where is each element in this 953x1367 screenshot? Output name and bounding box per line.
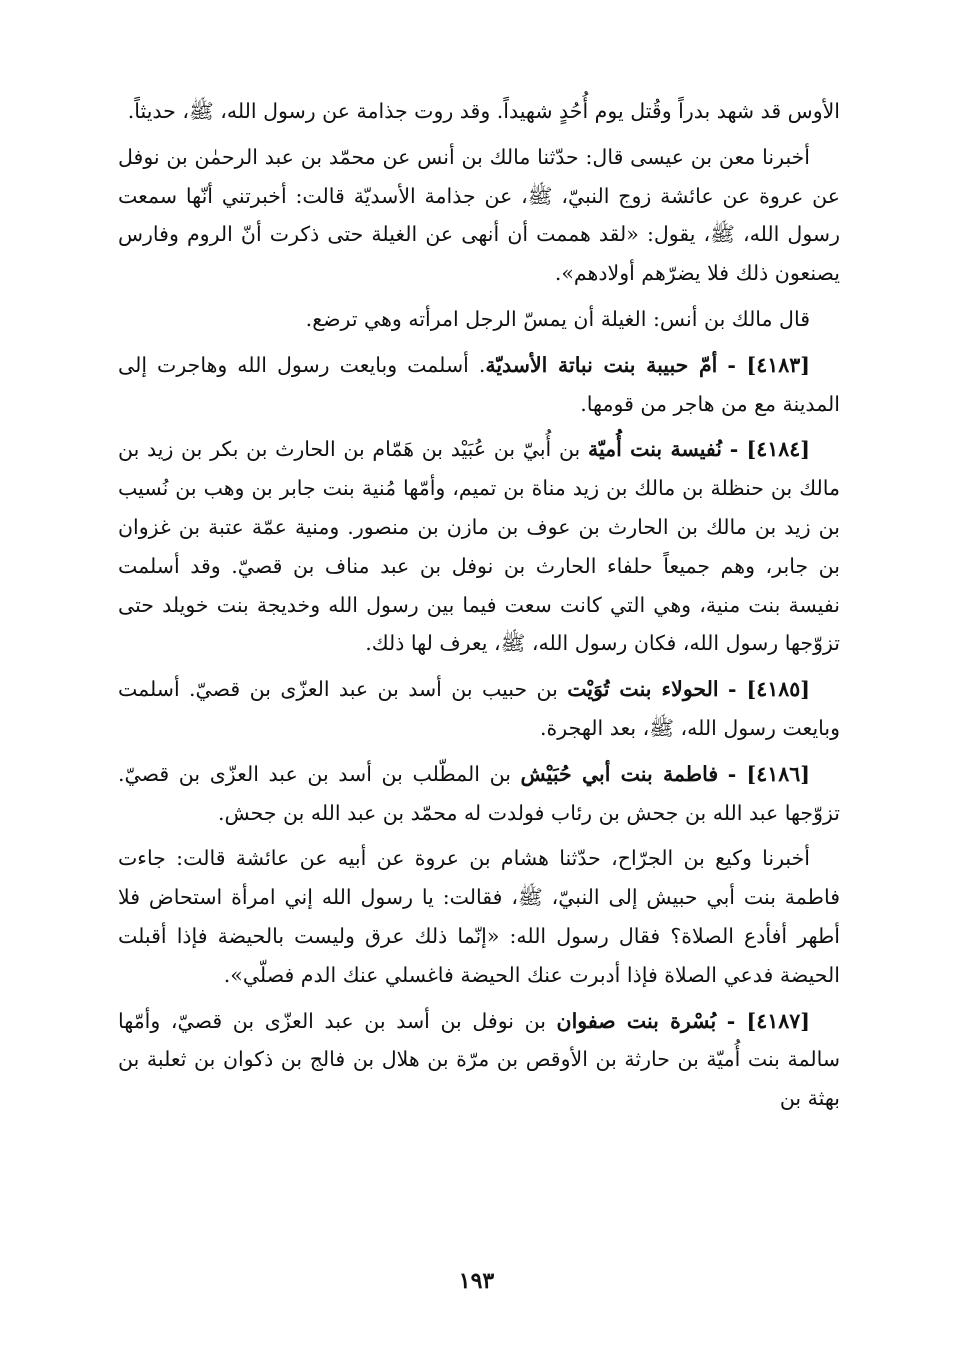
entry-number: [٤١٨٧] - [726, 1008, 810, 1033]
paragraph-text: أخبرنا وكيع بن الجرّاح، حدّثنا هشام بن عروة عن أبيه عن عائشة قالت: جاءت فاطمة بنت أبي حبيش إلى النبيّ، ﷺ، فقالت: يا رسول الله إني امرأة استحاض فلا أطهر أفأدع الصلاة؟ فقال رسول الله: «إنّما ذلك عرق وليست بالحيضة فإذا أقبلت الحيضة فدعي الصلاة فإذا أدبرت عنك الحيضة فاغسلي عنك الدم فصلّي». [118, 846, 840, 987]
page-number: ١٩٣ [458, 1268, 495, 1294]
entry-number: [٤١٨٥] - [727, 677, 810, 702]
entry-4186 [118, 755, 840, 833]
entry-name: بُسْرة بنت صفوان [556, 1008, 717, 1033]
paragraph-hadith [118, 138, 840, 293]
entry-name: نُفيسة بنت أُميّة [587, 437, 722, 462]
paragraph-text: قال مالك بن أنس: الغيلة أن يمسّ الرجل امرأته وهي ترضع. [305, 306, 810, 331]
entry-number: [٤١٨٣] - [727, 352, 810, 377]
entry-name: الحولاء بنت تُوَيْت [567, 677, 719, 702]
entry-4185 [118, 670, 840, 748]
page-body [118, 92, 840, 1125]
entry-name: فاطمة بنت أبي حُبَيْش [520, 761, 719, 786]
entry-text: . أسلمت وبايعت رسول الله وهاجرت إلى المدينة مع من هاجر من قومها. [118, 352, 840, 416]
entry-number: [٤١٨٦] - [727, 761, 810, 786]
paragraph-continuation [118, 92, 840, 131]
paragraph-hadith [118, 839, 840, 994]
paragraph-text: الأوس قد شهد بدراً وقُتل يوم أُحُدٍ شهيداً. وقد روت جذامة عن رسول الله، ﷺ، حديثاً. [127, 99, 840, 123]
entry-4184 [118, 430, 840, 663]
entry-4187 [118, 1002, 840, 1118]
entry-text: بن أُبيّ بن عُبَيْد بن هَمّام بن الحارث بن بكر بن زيد بن مالك بن حنظلة بن مالك بن زيد مناة بن تميم، وأمّها مُنية بنت جابر بن وهب بن نُسيب بن زيد بن مالك بن الحارث بن عوف بن مازن بن منصور. ومنية عمّة عتبة بن غزوان بن جابر، وهم جميعاً حلفاء الحارث بن نوفل بن عبد مناف بن قصيّ. وقد أسلمت نفيسة بنت منية، وهي التي كانت سعت فيما بين رسول الله وخديجة بنت خويلد حتى تزوّجها رسول الله، فكان رسول الله، ﷺ، يعرف لها ذلك. [118, 437, 840, 656]
entry-4183 [118, 346, 840, 424]
entry-text: بن نوفل بن أسد بن عبد العزّى بن قصيّ، وأمّها سالمة بنت أُميّة بن حارثة بن الأوقص بن مرّة بن هلال بن فالج بن ذكوان بن ثعلبة بن بهثة بن [118, 1008, 840, 1111]
entry-text: بن حبيب بن أسد بن عبد العزّى بن قصيّ. أسلمت وبايعت رسول الله، ﷺ، بعد الهجرة. [118, 677, 840, 740]
entry-name: أمّ حبيبة بنت نباتة الأسديّة [485, 352, 718, 377]
paragraph-text: أخبرنا معن بن عيسى قال: حدّثنا مالك بن أنس عن محمّد بن عبد الرحمٰن بن نوفل عن عروة عن عائشة زوج النبيّ، ﷺ، عن جذامة الأسديّة قالت: أخبرتني أنّها سمعت رسول الله، ﷺ، يقول: «لقد هممت أن أنهى عن الغيلة حتى ذكرت أنّ الروم وفارس يصنعون ذلك فلا يضرّهم أولادهم». [118, 144, 840, 286]
entry-text: بن المطّلب بن أسد بن عبد العزّى بن قصيّ. تزوّجها عبد الله بن جحش بن رئاب فولدت له محمّد بن عبد الله بن جحش. [118, 761, 840, 825]
entry-number: [٤١٨٤] - [729, 437, 810, 462]
paragraph-note [118, 300, 840, 339]
